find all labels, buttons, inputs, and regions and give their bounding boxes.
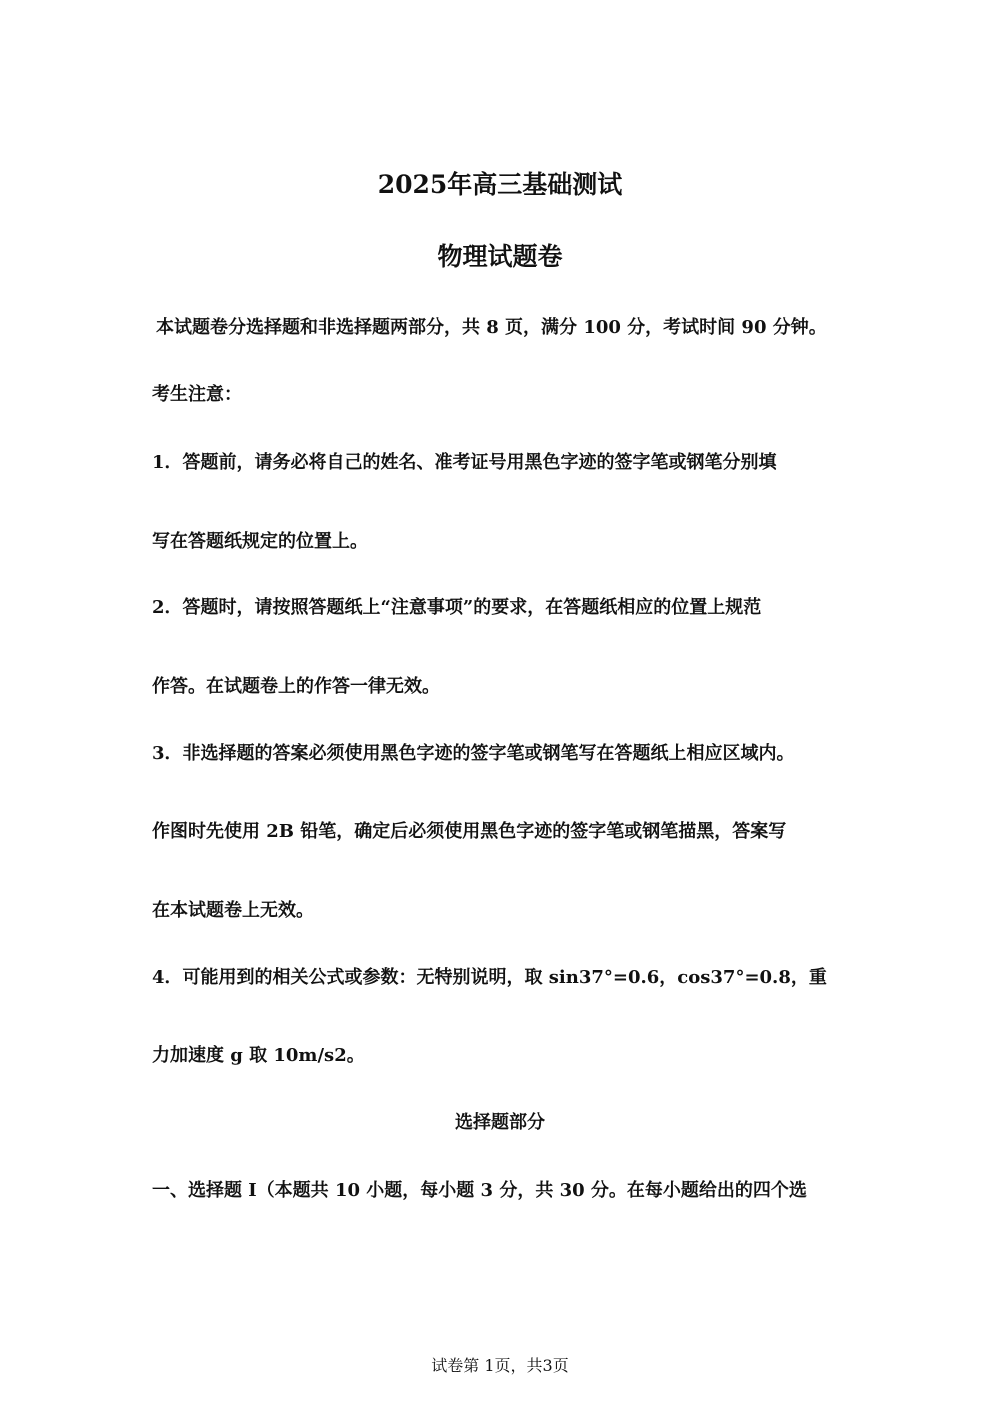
page-footer: 试卷第 1页，共3页: [431, 1356, 569, 1375]
notice-line-1: 1．答题前，请务必将自己的姓名、准考证号用黑色字迹的签字笔或钢笔分别填: [152, 452, 777, 473]
exam-subtitle: 物理试题卷: [437, 242, 563, 271]
notice-line-9: 力加速度 g 取 10m/s2。: [152, 1045, 365, 1066]
notice-line-3: 2．答题时，请按照答题纸上“注意事项”的要求，在答题纸相应的位置上规范: [152, 597, 762, 618]
section-title: 选择题部分: [455, 1112, 545, 1133]
notice-line-6: 作图时先使用 2B 铅笔，确定后必须使用黑色字迹的签字笔或钢笔描黑，答案写: [152, 821, 787, 842]
exam-intro: 本试题卷分选择题和非选择题两部分，共 8 页，满分 100 分，考试时间 90 分钟。: [156, 317, 827, 338]
notice-line-7: 在本试题卷上无效。: [152, 900, 314, 921]
notice-line-4: 作答。在试题卷上的作答一律无效。: [152, 676, 440, 697]
notice-heading: 考生注意：: [152, 384, 242, 405]
notice-line-5: 3．非选择题的答案必须使用黑色字迹的签字笔或钢笔写在答题纸上相应区域内。: [152, 743, 795, 764]
exam-title: 2025年高三基础测试: [377, 170, 623, 199]
notice-line-8: 4．可能用到的相关公式或参数：无特别说明，取 sin37°=0.6，cos37°=0.8，重: [152, 967, 827, 988]
section-intro: 一、选择题 I（本题共 10 小题，每小题 3 分，共 30 分。在每小题给出的四个选: [152, 1180, 807, 1201]
notice-line-2: 写在答题纸规定的位置上。: [152, 531, 368, 552]
